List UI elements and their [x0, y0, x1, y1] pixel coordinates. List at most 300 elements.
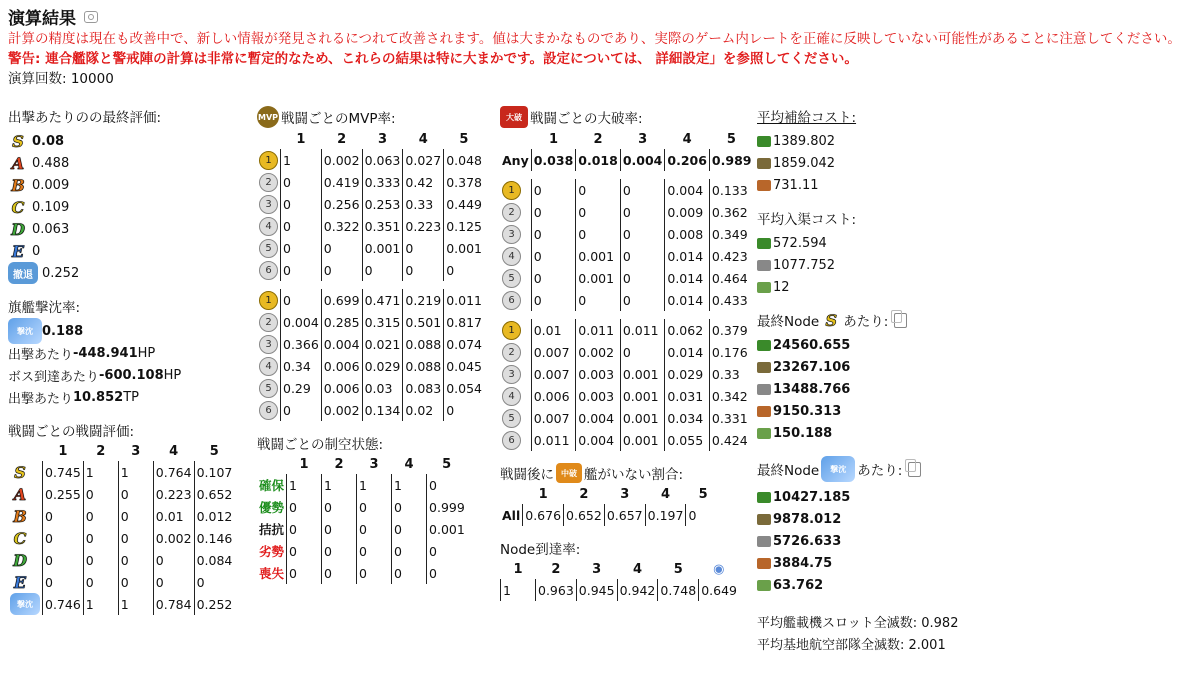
resource-value: 150.188 — [773, 425, 833, 441]
table-cell: 0 — [43, 549, 84, 571]
table-cell: 0.008 — [665, 223, 710, 245]
table-cell: 0 — [153, 571, 194, 593]
resource-value: 63.762 — [773, 577, 824, 593]
table-cell: 0 — [321, 259, 362, 281]
table-cell: 0 — [427, 474, 467, 496]
all-label: All — [502, 507, 521, 523]
air-heading: 戦闘ごとの制空状態: — [257, 437, 384, 453]
ship-slot-6-icon: 6 — [259, 261, 278, 280]
col-header: 5 — [459, 132, 469, 147]
rank-d-icon: D — [11, 219, 25, 239]
table-cell: 0.001 — [444, 237, 484, 259]
battle-eval-heading: 戦闘ごとの戦闘評価: — [8, 424, 135, 440]
retreat-icon: 撤退 — [8, 262, 38, 284]
table-cell: 0.038 — [531, 149, 576, 171]
table-cell: 0.253 — [362, 193, 403, 215]
table-cell: 0 — [281, 171, 322, 193]
table-row — [257, 193, 484, 215]
table-cell: 0 — [118, 483, 153, 505]
ship-slot-6-icon: 6 — [502, 431, 521, 450]
table-row — [500, 245, 753, 267]
ship-slot-6-icon: 6 — [259, 401, 278, 420]
node-reach-table — [500, 562, 739, 601]
table-cell: 0.001 — [576, 267, 621, 289]
table-header-row — [257, 457, 467, 474]
table-cell: 0.083 — [403, 377, 444, 399]
table-cell: 0 — [576, 201, 621, 223]
table-cell: 0.001 — [620, 407, 665, 429]
table-row — [257, 171, 484, 193]
table-cell: 0.029 — [362, 355, 403, 377]
table-cell: 0.657 — [604, 504, 645, 526]
table-cell: 0 — [83, 571, 118, 593]
rank-d-icon: D — [13, 550, 27, 570]
chuuha-icon: 中破 — [556, 463, 582, 483]
table-header-row — [501, 562, 739, 579]
table-cell: 0.007 — [531, 407, 576, 429]
table-cell: 0.349 — [709, 223, 753, 245]
ship-slot-6-icon: 6 — [502, 291, 521, 310]
table-cell: 0.018 — [576, 149, 621, 171]
table-cell: 0.054 — [444, 377, 484, 399]
table-cell: 1 — [357, 474, 392, 496]
col-header: 4 — [682, 132, 692, 147]
table-cell: 0.001 — [620, 429, 665, 451]
rank-b-icon: B — [11, 175, 25, 195]
flagship-sunk-row — [8, 320, 253, 342]
copy-icon[interactable] — [908, 462, 921, 477]
fuel-icon — [757, 340, 771, 351]
row-label — [500, 245, 531, 267]
fuel-icon — [757, 492, 771, 503]
col-header: 1 — [299, 457, 309, 472]
col-header: 3 — [592, 562, 602, 577]
table-row — [500, 179, 753, 201]
steel-icon — [757, 260, 771, 271]
table-cell: 0.746 — [43, 593, 84, 615]
table-cell: 0 — [620, 341, 665, 363]
ship-slot-3-icon: 3 — [259, 335, 278, 354]
row-label — [500, 341, 531, 363]
table-spacer — [500, 171, 753, 179]
page-title — [8, 4, 1192, 29]
table-cell: 0.002 — [576, 341, 621, 363]
copy-icon[interactable] — [894, 313, 907, 328]
flagship-sunk-value: 0.188 — [42, 323, 84, 339]
resource-value: 9150.313 — [773, 403, 842, 419]
table-cell: 0.945 — [576, 579, 617, 601]
table-cell: 0.002 — [321, 399, 362, 421]
table-cell: 0 — [620, 267, 665, 289]
ship-slot-1-icon: 1 — [259, 151, 278, 170]
table-cell: 0 — [531, 245, 576, 267]
column-4 — [757, 100, 1057, 654]
col-header: 2 — [593, 132, 603, 147]
avg-slot-wipe: 平均艦載機スロット全滅数: 0.982 — [757, 615, 959, 631]
table-cell: 0 — [531, 201, 576, 223]
corner-cell — [500, 132, 531, 149]
resource-row — [757, 508, 1057, 530]
row-label — [500, 407, 531, 429]
table-cell: 0.002 — [321, 149, 362, 171]
table-header-row — [500, 132, 753, 149]
resource-value: 24560.655 — [773, 337, 851, 353]
col-header: 5 — [673, 562, 683, 577]
camera-icon[interactable] — [84, 11, 98, 23]
table-cell: 0 — [83, 483, 118, 505]
table-row — [257, 333, 484, 355]
rank-a-icon: A — [11, 153, 25, 173]
table-cell: 0.362 — [709, 201, 753, 223]
ship-slot-2-icon: 2 — [502, 203, 521, 222]
row-label — [257, 149, 281, 171]
table-row — [8, 483, 234, 505]
air-state-label: 喪失 — [259, 566, 285, 581]
table-cell: 0 — [392, 540, 427, 562]
resource-row — [757, 334, 1057, 356]
spacer-cell — [500, 171, 753, 179]
col-header: 3 — [131, 444, 141, 459]
resource-value: 23267.106 — [773, 359, 851, 375]
ship-slot-1-icon: 1 — [502, 321, 521, 340]
final-eval-value: 0.08 — [32, 133, 65, 149]
table-cell: 0 — [287, 562, 322, 584]
table-cell: 0 — [281, 289, 322, 311]
table-cell: 0 — [322, 518, 357, 540]
table-cell: 0.02 — [403, 399, 444, 421]
table-cell: 0.322 — [321, 215, 362, 237]
ship-slot-4-icon: 4 — [502, 387, 521, 406]
table-cell: 0 — [43, 527, 84, 549]
table-cell: 0.366 — [281, 333, 322, 355]
resource-row — [757, 356, 1057, 378]
table-row — [8, 593, 234, 615]
repair-list — [757, 232, 1057, 298]
ship-slot-4-icon: 4 — [259, 217, 278, 236]
table-cell: 0.206 — [665, 149, 710, 171]
resource-value: 5726.633 — [773, 533, 842, 549]
table-row — [500, 429, 753, 451]
table-cell: 0 — [444, 259, 484, 281]
table-row — [257, 540, 467, 562]
table-row — [257, 259, 484, 281]
table-cell: 0 — [322, 562, 357, 584]
col-header: 4 — [418, 132, 428, 147]
col-header: 1 — [296, 132, 306, 147]
table-cell: 0.021 — [362, 333, 403, 355]
table-cell: 0.424 — [709, 429, 753, 451]
final-eval-heading: 出撃あたりのの最終評価: — [8, 110, 162, 126]
taiha-heading: 大破 戦闘ごとの大破率: — [500, 106, 750, 128]
rank-e-icon: E — [13, 572, 27, 592]
table-cell: 0 — [281, 399, 322, 421]
table-cell: 0.176 — [709, 341, 753, 363]
table-cell: 0.133 — [709, 179, 753, 201]
resource-row — [757, 174, 1057, 196]
table-cell: 0 — [287, 540, 322, 562]
table-cell: 0 — [620, 245, 665, 267]
table-cell: 0 — [531, 179, 576, 201]
resource-value: 1077.752 — [773, 257, 836, 273]
table-row — [500, 363, 753, 385]
rank-e-icon: E — [11, 241, 25, 261]
resource-row — [757, 232, 1057, 254]
air-state-label: 確保 — [259, 478, 285, 493]
table-cell: 0.33 — [403, 193, 444, 215]
col-header: 2 — [579, 487, 589, 502]
table-cell: 0.963 — [536, 579, 577, 601]
column-1 — [8, 100, 253, 615]
table-cell: 0.784 — [153, 593, 194, 615]
table-cell: 0.764 — [153, 461, 194, 483]
rank-s-icon: S — [12, 131, 24, 151]
table-cell: 0.011 — [531, 429, 576, 451]
table-cell: 0 — [531, 267, 576, 289]
col-header: 2 — [334, 457, 344, 472]
final-eval-row — [8, 196, 253, 218]
fuel-icon — [757, 238, 771, 249]
table-row — [500, 319, 753, 341]
per-s-heading: 最終Node S あたり: — [757, 310, 1057, 330]
ship-slot-2-icon: 2 — [502, 343, 521, 362]
table-cell: 0.007 — [531, 363, 576, 385]
row-label — [8, 571, 43, 593]
table-cell: 0 — [686, 504, 721, 526]
row-label — [257, 377, 281, 399]
table-cell: 0.223 — [403, 215, 444, 237]
resource-value: 12 — [773, 279, 790, 295]
table-cell: 0.42 — [403, 171, 444, 193]
mvp-heading: MVP 戦闘ごとのMVP率: — [257, 106, 497, 128]
table-row — [500, 289, 753, 311]
table-cell: 0 — [357, 496, 392, 518]
rank-c-icon: C — [13, 528, 27, 548]
col-header: 3 — [638, 132, 648, 147]
sunk-icon: 撃沈 — [8, 318, 42, 344]
table-row — [8, 505, 234, 527]
table-cell: 0.942 — [617, 579, 658, 601]
hp-per-boss: ボス到達あたり -600.108 HP — [8, 367, 182, 385]
final-eval-row — [8, 130, 253, 152]
table-cell: 0 — [403, 259, 444, 281]
col-header: 4 — [632, 562, 643, 577]
row-label — [257, 259, 281, 281]
table-cell: 0.464 — [709, 267, 753, 289]
row-label — [257, 237, 281, 259]
table-cell: 0.003 — [576, 363, 621, 385]
sunk-icon: 撃沈 — [10, 593, 40, 615]
table-cell: 1 — [287, 474, 322, 496]
row-label — [257, 193, 281, 215]
col-header: 1 — [513, 562, 523, 577]
col-header: 1 — [548, 132, 559, 147]
row-label — [8, 461, 43, 483]
table-cell: 0.134 — [362, 399, 403, 421]
table-cell: 0.378 — [444, 171, 484, 193]
sunk-icon: 撃沈 — [821, 456, 855, 482]
resource-value: 9878.012 — [773, 511, 842, 527]
nochuuha-table — [500, 487, 720, 526]
row-label — [500, 267, 531, 289]
row-label — [500, 179, 531, 201]
hp-per-sortie: 出撃あたり -448.941 HP — [8, 345, 156, 363]
table-cell: 0.471 — [362, 289, 403, 311]
table-cell: 0.223 — [153, 483, 194, 505]
ship-slot-3-icon: 3 — [502, 225, 521, 244]
row-label — [8, 527, 43, 549]
table-row — [500, 223, 753, 245]
row-label — [257, 171, 281, 193]
resource-value: 13488.766 — [773, 381, 851, 397]
ship-slot-3-icon: 3 — [502, 365, 521, 384]
steel-icon — [757, 536, 771, 547]
table-cell: 0.003 — [576, 385, 621, 407]
table-row — [257, 474, 467, 496]
resource-row — [757, 486, 1057, 508]
table-row — [257, 518, 467, 540]
row-label — [257, 333, 281, 355]
table-cell: 0.063 — [362, 149, 403, 171]
table-cell: 1 — [118, 461, 153, 483]
table-cell: 0 — [281, 259, 322, 281]
table-cell: 0.014 — [665, 245, 710, 267]
warning-notice: 警告: 連合艦隊と警戒陣の計算は非常に暫定的なため、これらの結果は特に大まかです。設定については、 詳細設定」を参照してください。 — [8, 51, 858, 67]
resource-value: 1389.802 — [773, 133, 836, 149]
table-cell: 0.029 — [665, 363, 710, 385]
bauxite-icon — [757, 180, 771, 191]
table-row — [257, 149, 484, 171]
table-cell: 1 — [392, 474, 427, 496]
table-row — [257, 289, 484, 311]
table-cell: 0 — [427, 540, 467, 562]
bauxite-icon — [757, 558, 771, 569]
bauxite-icon — [757, 406, 771, 417]
rank-s-icon: S — [14, 462, 26, 482]
table-cell: 0 — [357, 518, 392, 540]
table-header-row — [257, 132, 484, 149]
table-cell: 0 — [620, 223, 665, 245]
row-label — [8, 483, 43, 505]
table-cell: 0 — [392, 562, 427, 584]
per-s-list — [757, 334, 1057, 444]
table-cell: 0.649 — [699, 579, 739, 601]
table-cell: 0.342 — [709, 385, 753, 407]
table-cell: 0 — [392, 518, 427, 540]
table-cell: 0 — [321, 237, 362, 259]
air-state-label: 優勢 — [259, 500, 285, 515]
spacer-cell — [500, 311, 753, 319]
resource-value: 731.11 — [773, 177, 819, 193]
row-label — [257, 540, 287, 562]
air-table — [257, 457, 467, 584]
col-header: 3 — [377, 132, 388, 147]
table-cell: 0.062 — [665, 319, 710, 341]
table-cell: 0.676 — [523, 504, 564, 526]
table-cell: 0 — [531, 223, 576, 245]
resource-value: 3884.75 — [773, 555, 833, 571]
table-cell: 0 — [281, 215, 322, 237]
table-cell: 0.006 — [531, 385, 576, 407]
row-label — [8, 505, 43, 527]
ammo-icon — [757, 362, 771, 373]
final-eval-row — [8, 174, 253, 196]
table-cell: 0 — [118, 571, 153, 593]
col-header: 3 — [369, 457, 379, 472]
table-cell: 0.748 — [658, 579, 699, 601]
table-cell: 0 — [357, 562, 392, 584]
ship-slot-2-icon: 2 — [259, 173, 278, 192]
table-row — [257, 311, 484, 333]
node-reach-heading: Node到達率: — [500, 542, 581, 558]
spacer-cell — [257, 281, 484, 289]
table-spacer — [257, 281, 484, 289]
table-cell: 0 — [531, 289, 576, 311]
table-cell: 0.817 — [444, 311, 484, 333]
table-row — [500, 504, 720, 526]
avg-lbas-wipe: 平均基地航空部隊全滅数: 2.001 — [757, 637, 946, 653]
row-label — [257, 399, 281, 421]
col-header: 1 — [58, 444, 68, 459]
table-cell: 1 — [118, 593, 153, 615]
table-cell: 0.004 — [576, 407, 621, 429]
table-cell: 0.29 — [281, 377, 322, 399]
table-cell: 0 — [322, 496, 357, 518]
table-cell: 0.031 — [665, 385, 710, 407]
table-cell: 0.001 — [620, 363, 665, 385]
table-cell: 0 — [287, 496, 322, 518]
col-header: 1 — [538, 487, 548, 502]
ship-slot-2-icon: 2 — [259, 313, 278, 332]
table-cell: 0.009 — [665, 201, 710, 223]
supply-heading: 平均補給コスト: — [757, 110, 857, 126]
col-header: 2 — [551, 562, 561, 577]
boss-node-icon: ◉ — [713, 562, 725, 577]
row-label — [500, 201, 531, 223]
resource-value: 1859.042 — [773, 155, 836, 171]
per-sunk-heading: 最終Node 撃沈 あたり: — [757, 456, 1057, 482]
table-cell: 0.219 — [403, 289, 444, 311]
resource-row — [757, 276, 1057, 298]
bucket-icon — [757, 580, 771, 591]
table-cell: 0.004 — [620, 149, 665, 171]
table-cell: 0 — [118, 549, 153, 571]
rank-c-icon: C — [11, 197, 25, 217]
table-row — [257, 237, 484, 259]
table-cell: 0.007 — [531, 341, 576, 363]
row-label — [257, 496, 287, 518]
table-cell: 0.014 — [665, 289, 710, 311]
ship-slot-4-icon: 4 — [259, 357, 278, 376]
row-label — [8, 593, 43, 615]
table-cell: 0.001 — [576, 245, 621, 267]
table-cell: 0.125 — [444, 215, 484, 237]
table-cell: 0 — [322, 540, 357, 562]
table-cell: 0.011 — [576, 319, 621, 341]
table-cell: 0 — [444, 399, 484, 421]
table-cell: 0.001 — [362, 237, 403, 259]
resource-row — [757, 552, 1057, 574]
final-eval-row — [8, 262, 253, 284]
table-cell: 0 — [43, 505, 84, 527]
final-eval-row — [8, 218, 253, 240]
table-cell: 1 — [281, 149, 322, 171]
ship-slot-1-icon: 1 — [259, 291, 278, 310]
any-label: Any — [502, 152, 529, 168]
air-state-label: 劣勢 — [259, 544, 285, 559]
row-label — [500, 289, 531, 311]
table-cell: 0.006 — [321, 377, 362, 399]
row-label — [257, 474, 287, 496]
